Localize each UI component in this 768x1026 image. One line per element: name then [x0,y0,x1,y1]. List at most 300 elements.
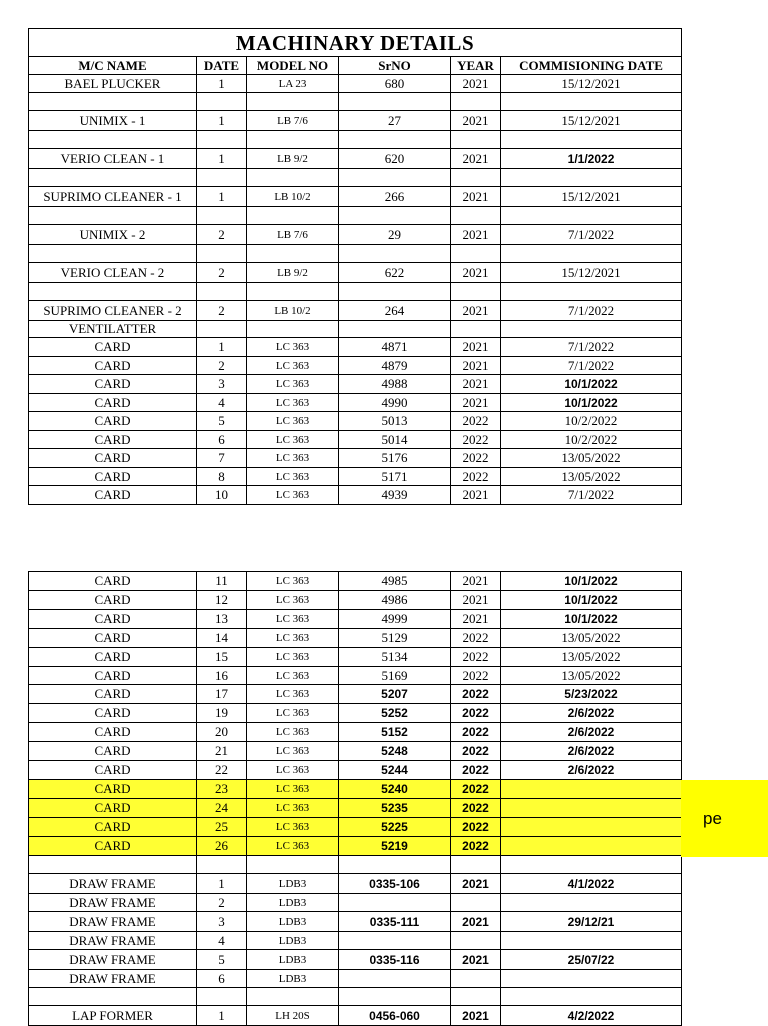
table-row [29,912,682,932]
table-row [29,301,682,321]
cell-srno: 5219 [339,837,451,856]
cell-commissioning-date [501,321,682,338]
table-row [29,283,682,301]
cell-srno: 5225 [339,818,451,837]
cell-model-no: LC 363 [247,648,339,667]
cell-year: 2021 [451,375,501,394]
cell-mc-name: VENTILATTER [29,321,197,338]
cell-srno: 5252 [339,704,451,723]
cell-model-no: LC 363 [247,780,339,799]
table-row [29,93,682,111]
cell-commissioning-date: 7/1/2022 [501,338,682,357]
cell-year: 2021 [451,912,501,932]
cell-mc-name [29,283,197,301]
cell-year: 2022 [451,761,501,780]
cell-model-no: LC 363 [247,667,339,685]
cell-date: 6 [197,431,247,449]
cell-model-no: LDB3 [247,912,339,932]
table-row [29,394,682,412]
cell-model-no: LH 20S [247,1006,339,1026]
cell-year: 2022 [451,818,501,837]
cell-date: 5 [197,950,247,970]
cell-date [197,245,247,263]
cell-date: 14 [197,629,247,648]
cell-date: 16 [197,667,247,685]
cell-model-no: LC 363 [247,431,339,449]
table-row [29,874,682,894]
cell-mc-name: CARD [29,375,197,394]
cell-commissioning-date: 10/2/2022 [501,431,682,449]
table-row [29,245,682,263]
cell-model-no: LDB3 [247,970,339,988]
side-note-cell: pe [681,780,768,857]
cell-model-no [247,321,339,338]
cell-commissioning-date [501,93,682,111]
cell-model-no: LDB3 [247,950,339,970]
cell-date [197,988,247,1006]
cell-srno: 4986 [339,591,451,610]
table-row [29,338,682,357]
cell-date: 17 [197,685,247,704]
table-row [29,799,682,818]
cell-model-no [247,283,339,301]
cell-mc-name: CARD [29,449,197,468]
cell-srno: 27 [339,111,451,131]
cell-commissioning-date: 7/1/2022 [501,486,682,505]
cell-srno: 4985 [339,572,451,591]
header-year: YEAR [451,57,501,75]
cell-date: 3 [197,375,247,394]
cell-year: 2022 [451,648,501,667]
cell-model-no: LC 363 [247,572,339,591]
table-row [29,988,682,1006]
cell-date: 7 [197,449,247,468]
cell-mc-name: DRAW FRAME [29,874,197,894]
cell-commissioning-date [501,799,682,818]
cell-srno: 29 [339,225,451,245]
table-row [29,412,682,431]
table-row [29,723,682,742]
header-date: DATE [197,57,247,75]
cell-model-no: LA 23 [247,75,339,93]
cell-mc-name [29,245,197,263]
cell-commissioning-date: 5/23/2022 [501,685,682,704]
cell-date: 19 [197,704,247,723]
cell-commissioning-date: 7/1/2022 [501,225,682,245]
cell-model-no: LB 7/6 [247,111,339,131]
cell-year [451,283,501,301]
table-row [29,970,682,988]
table-row [29,648,682,667]
cell-srno: 4939 [339,486,451,505]
cell-commissioning-date [501,207,682,225]
cell-model-no: LC 363 [247,591,339,610]
cell-model-no [247,131,339,149]
cell-year: 2021 [451,75,501,93]
cell-model-no: LC 363 [247,761,339,780]
cell-mc-name: VERIO CLEAN - 2 [29,263,197,283]
cell-model-no: LC 363 [247,799,339,818]
cell-model-no: LC 363 [247,629,339,648]
cell-date: 22 [197,761,247,780]
cell-mc-name: CARD [29,610,197,629]
machinery-table-2 [28,571,682,1026]
cell-model-no: LC 363 [247,818,339,837]
cell-year: 2021 [451,486,501,505]
cell-year: 2021 [451,357,501,375]
cell-year: 2021 [451,111,501,131]
table-row [29,486,682,505]
cell-date [197,169,247,187]
cell-mc-name: CARD [29,667,197,685]
cell-srno: 5129 [339,629,451,648]
table-row [29,357,682,375]
cell-date: 1 [197,187,247,207]
cell-date: 1 [197,1006,247,1026]
cell-date [197,321,247,338]
cell-date [197,856,247,874]
cell-mc-name: CARD [29,468,197,486]
table-row [29,75,682,93]
cell-mc-name: CARD [29,799,197,818]
cell-model-no [247,207,339,225]
cell-commissioning-date [501,932,682,950]
cell-model-no: LC 363 [247,610,339,629]
cell-date: 20 [197,723,247,742]
cell-model-no [247,988,339,1006]
table-row [29,431,682,449]
cell-date: 13 [197,610,247,629]
cell-commissioning-date [501,894,682,912]
header-commissioning-date: COMMISIONING DATE [501,57,682,75]
cell-srno: 0335-111 [339,912,451,932]
cell-mc-name [29,207,197,225]
table-row [29,1006,682,1026]
cell-model-no: LC 363 [247,394,339,412]
cell-mc-name: SUPRIMO CLEANER - 2 [29,301,197,321]
cell-year: 2021 [451,1006,501,1026]
cell-year: 2022 [451,468,501,486]
cell-srno: 0456-060 [339,1006,451,1026]
cell-year: 2022 [451,723,501,742]
cell-srno: 5134 [339,648,451,667]
table-row [29,742,682,761]
cell-srno: 5171 [339,468,451,486]
title-row [29,29,682,57]
cell-srno: 5248 [339,742,451,761]
cell-year [451,245,501,263]
cell-year [451,970,501,988]
cell-srno: 5014 [339,431,451,449]
cell-srno [339,856,451,874]
cell-mc-name: LAP FORMER [29,1006,197,1026]
table-row [29,894,682,912]
cell-model-no: LB 10/2 [247,301,339,321]
cell-date: 24 [197,799,247,818]
cell-year: 2021 [451,950,501,970]
cell-mc-name [29,856,197,874]
cell-date [197,93,247,111]
cell-year [451,207,501,225]
table-row [29,818,682,837]
cell-srno: 5152 [339,723,451,742]
cell-srno: 4988 [339,375,451,394]
cell-year: 2022 [451,667,501,685]
cell-date: 11 [197,572,247,591]
table-row [29,685,682,704]
cell-commissioning-date: 15/12/2021 [501,187,682,207]
cell-model-no [247,93,339,111]
cell-year: 2021 [451,610,501,629]
header-mc-name: M/C NAME [29,57,197,75]
cell-model-no: LC 363 [247,375,339,394]
cell-commissioning-date [501,169,682,187]
cell-year: 2022 [451,449,501,468]
cell-mc-name: DRAW FRAME [29,932,197,950]
cell-date: 10 [197,486,247,505]
cell-year: 2022 [451,780,501,799]
cell-date: 8 [197,468,247,486]
cell-srno: 5240 [339,780,451,799]
table-row [29,591,682,610]
table-row [29,704,682,723]
cell-mc-name: CARD [29,338,197,357]
cell-commissioning-date: 10/1/2022 [501,572,682,591]
cell-date: 23 [197,780,247,799]
cell-mc-name: SUPRIMO CLEANER - 1 [29,187,197,207]
cell-model-no: LC 363 [247,742,339,761]
cell-date: 1 [197,75,247,93]
table-row [29,207,682,225]
cell-model-no: LDB3 [247,874,339,894]
cell-srno [339,970,451,988]
cell-commissioning-date [501,780,682,799]
cell-srno [339,283,451,301]
cell-mc-name: CARD [29,394,197,412]
cell-model-no: LDB3 [247,932,339,950]
cell-model-no: LB 9/2 [247,149,339,169]
table-row [29,761,682,780]
cell-commissioning-date [501,856,682,874]
cell-commissioning-date: 13/05/2022 [501,648,682,667]
cell-year: 2021 [451,591,501,610]
cell-mc-name: CARD [29,780,197,799]
cell-commissioning-date: 2/6/2022 [501,761,682,780]
cell-model-no: LC 363 [247,486,339,505]
cell-commissioning-date: 2/6/2022 [501,704,682,723]
cell-commissioning-date: 2/6/2022 [501,723,682,742]
cell-srno [339,169,451,187]
table-row [29,837,682,856]
cell-srno: 266 [339,187,451,207]
cell-year: 2022 [451,742,501,761]
cell-date: 1 [197,874,247,894]
cell-mc-name: VERIO CLEAN - 1 [29,149,197,169]
cell-commissioning-date: 15/12/2021 [501,75,682,93]
cell-mc-name: CARD [29,591,197,610]
cell-commissioning-date [501,818,682,837]
cell-date: 15 [197,648,247,667]
cell-srno [339,93,451,111]
table-row [29,225,682,245]
cell-model-no: LB 7/6 [247,225,339,245]
table-row [29,449,682,468]
cell-date [197,207,247,225]
cell-mc-name [29,169,197,187]
cell-commissioning-date [501,283,682,301]
cell-mc-name: CARD [29,685,197,704]
cell-commissioning-date: 13/05/2022 [501,629,682,648]
cell-srno [339,932,451,950]
cell-commissioning-date: 4/1/2022 [501,874,682,894]
table-row [29,187,682,207]
cell-srno [339,131,451,149]
cell-srno: 5244 [339,761,451,780]
cell-year: 2021 [451,301,501,321]
cell-model-no: LC 363 [247,723,339,742]
cell-mc-name: CARD [29,648,197,667]
cell-commissioning-date: 15/12/2021 [501,111,682,131]
cell-commissioning-date: 1/1/2022 [501,149,682,169]
cell-mc-name: CARD [29,837,197,856]
cell-date: 21 [197,742,247,761]
cell-srno: 4990 [339,394,451,412]
cell-year: 2021 [451,572,501,591]
table-row [29,667,682,685]
table-row [29,629,682,648]
cell-year: 2022 [451,704,501,723]
cell-date: 2 [197,357,247,375]
cell-commissioning-date: 4/2/2022 [501,1006,682,1026]
cell-mc-name: UNIMIX - 2 [29,225,197,245]
cell-year: 2022 [451,799,501,818]
cell-year: 2021 [451,187,501,207]
cell-year: 2021 [451,263,501,283]
cell-mc-name: CARD [29,357,197,375]
cell-mc-name: DRAW FRAME [29,894,197,912]
cell-mc-name: BAEL PLUCKER [29,75,197,93]
cell-date [197,283,247,301]
cell-commissioning-date [501,131,682,149]
cell-year: 2022 [451,837,501,856]
cell-commissioning-date: 13/05/2022 [501,449,682,468]
cell-date: 6 [197,970,247,988]
cell-commissioning-date: 10/1/2022 [501,394,682,412]
cell-commissioning-date: 25/07/22 [501,950,682,970]
table-row [29,950,682,970]
cell-date [197,131,247,149]
cell-date: 1 [197,338,247,357]
cell-mc-name [29,988,197,1006]
cell-model-no [247,856,339,874]
cell-commissioning-date: 29/12/21 [501,912,682,932]
table-row [29,111,682,131]
cell-mc-name: CARD [29,629,197,648]
sheet-title: MACHINARY DETAILS [29,29,682,57]
cell-year: 2022 [451,629,501,648]
cell-commissioning-date: 10/1/2022 [501,610,682,629]
table-row [29,468,682,486]
cell-srno [339,245,451,263]
cell-commissioning-date [501,245,682,263]
cell-model-no: LC 363 [247,449,339,468]
cell-year [451,169,501,187]
cell-date: 12 [197,591,247,610]
cell-date: 5 [197,412,247,431]
cell-mc-name: DRAW FRAME [29,950,197,970]
cell-commissioning-date [501,837,682,856]
cell-year: 2021 [451,338,501,357]
cell-year: 2021 [451,149,501,169]
cell-mc-name: CARD [29,761,197,780]
cell-mc-name: DRAW FRAME [29,912,197,932]
cell-commissioning-date: 10/2/2022 [501,412,682,431]
cell-year [451,856,501,874]
cell-date: 2 [197,301,247,321]
cell-srno [339,207,451,225]
table-row [29,149,682,169]
cell-srno: 4999 [339,610,451,629]
table-row [29,856,682,874]
table-row [29,321,682,338]
cell-year [451,894,501,912]
cell-date: 26 [197,837,247,856]
cell-commissioning-date: 10/1/2022 [501,591,682,610]
cell-srno: 5169 [339,667,451,685]
cell-model-no: LC 363 [247,704,339,723]
cell-year [451,93,501,111]
header-model-no: MODEL NO [247,57,339,75]
cell-model-no [247,245,339,263]
cell-srno: 5013 [339,412,451,431]
cell-year: 2022 [451,685,501,704]
cell-srno: 622 [339,263,451,283]
cell-year: 2021 [451,225,501,245]
cell-model-no: LC 363 [247,412,339,431]
cell-date: 2 [197,225,247,245]
cell-commissioning-date: 10/1/2022 [501,375,682,394]
table-row [29,572,682,591]
cell-srno: 620 [339,149,451,169]
machinery-table-1 [28,28,682,505]
cell-mc-name [29,93,197,111]
cell-srno: 5207 [339,685,451,704]
cell-commissioning-date: 15/12/2021 [501,263,682,283]
cell-srno: 680 [339,75,451,93]
cell-date: 3 [197,912,247,932]
cell-date: 1 [197,149,247,169]
cell-mc-name: CARD [29,818,197,837]
cell-commissioning-date: 2/6/2022 [501,742,682,761]
cell-srno: 0335-116 [339,950,451,970]
cell-srno: 4879 [339,357,451,375]
cell-mc-name: CARD [29,412,197,431]
cell-model-no: LC 363 [247,468,339,486]
cell-mc-name: UNIMIX - 1 [29,111,197,131]
header-srno: SrNO [339,57,451,75]
table-row [29,610,682,629]
cell-model-no: LDB3 [247,894,339,912]
cell-model-no: LC 363 [247,837,339,856]
cell-date: 2 [197,894,247,912]
cell-model-no: LB 10/2 [247,187,339,207]
cell-srno [339,321,451,338]
cell-year [451,988,501,1006]
table-row [29,263,682,283]
cell-year: 2022 [451,412,501,431]
cell-srno: 264 [339,301,451,321]
cell-srno: 0335-106 [339,874,451,894]
